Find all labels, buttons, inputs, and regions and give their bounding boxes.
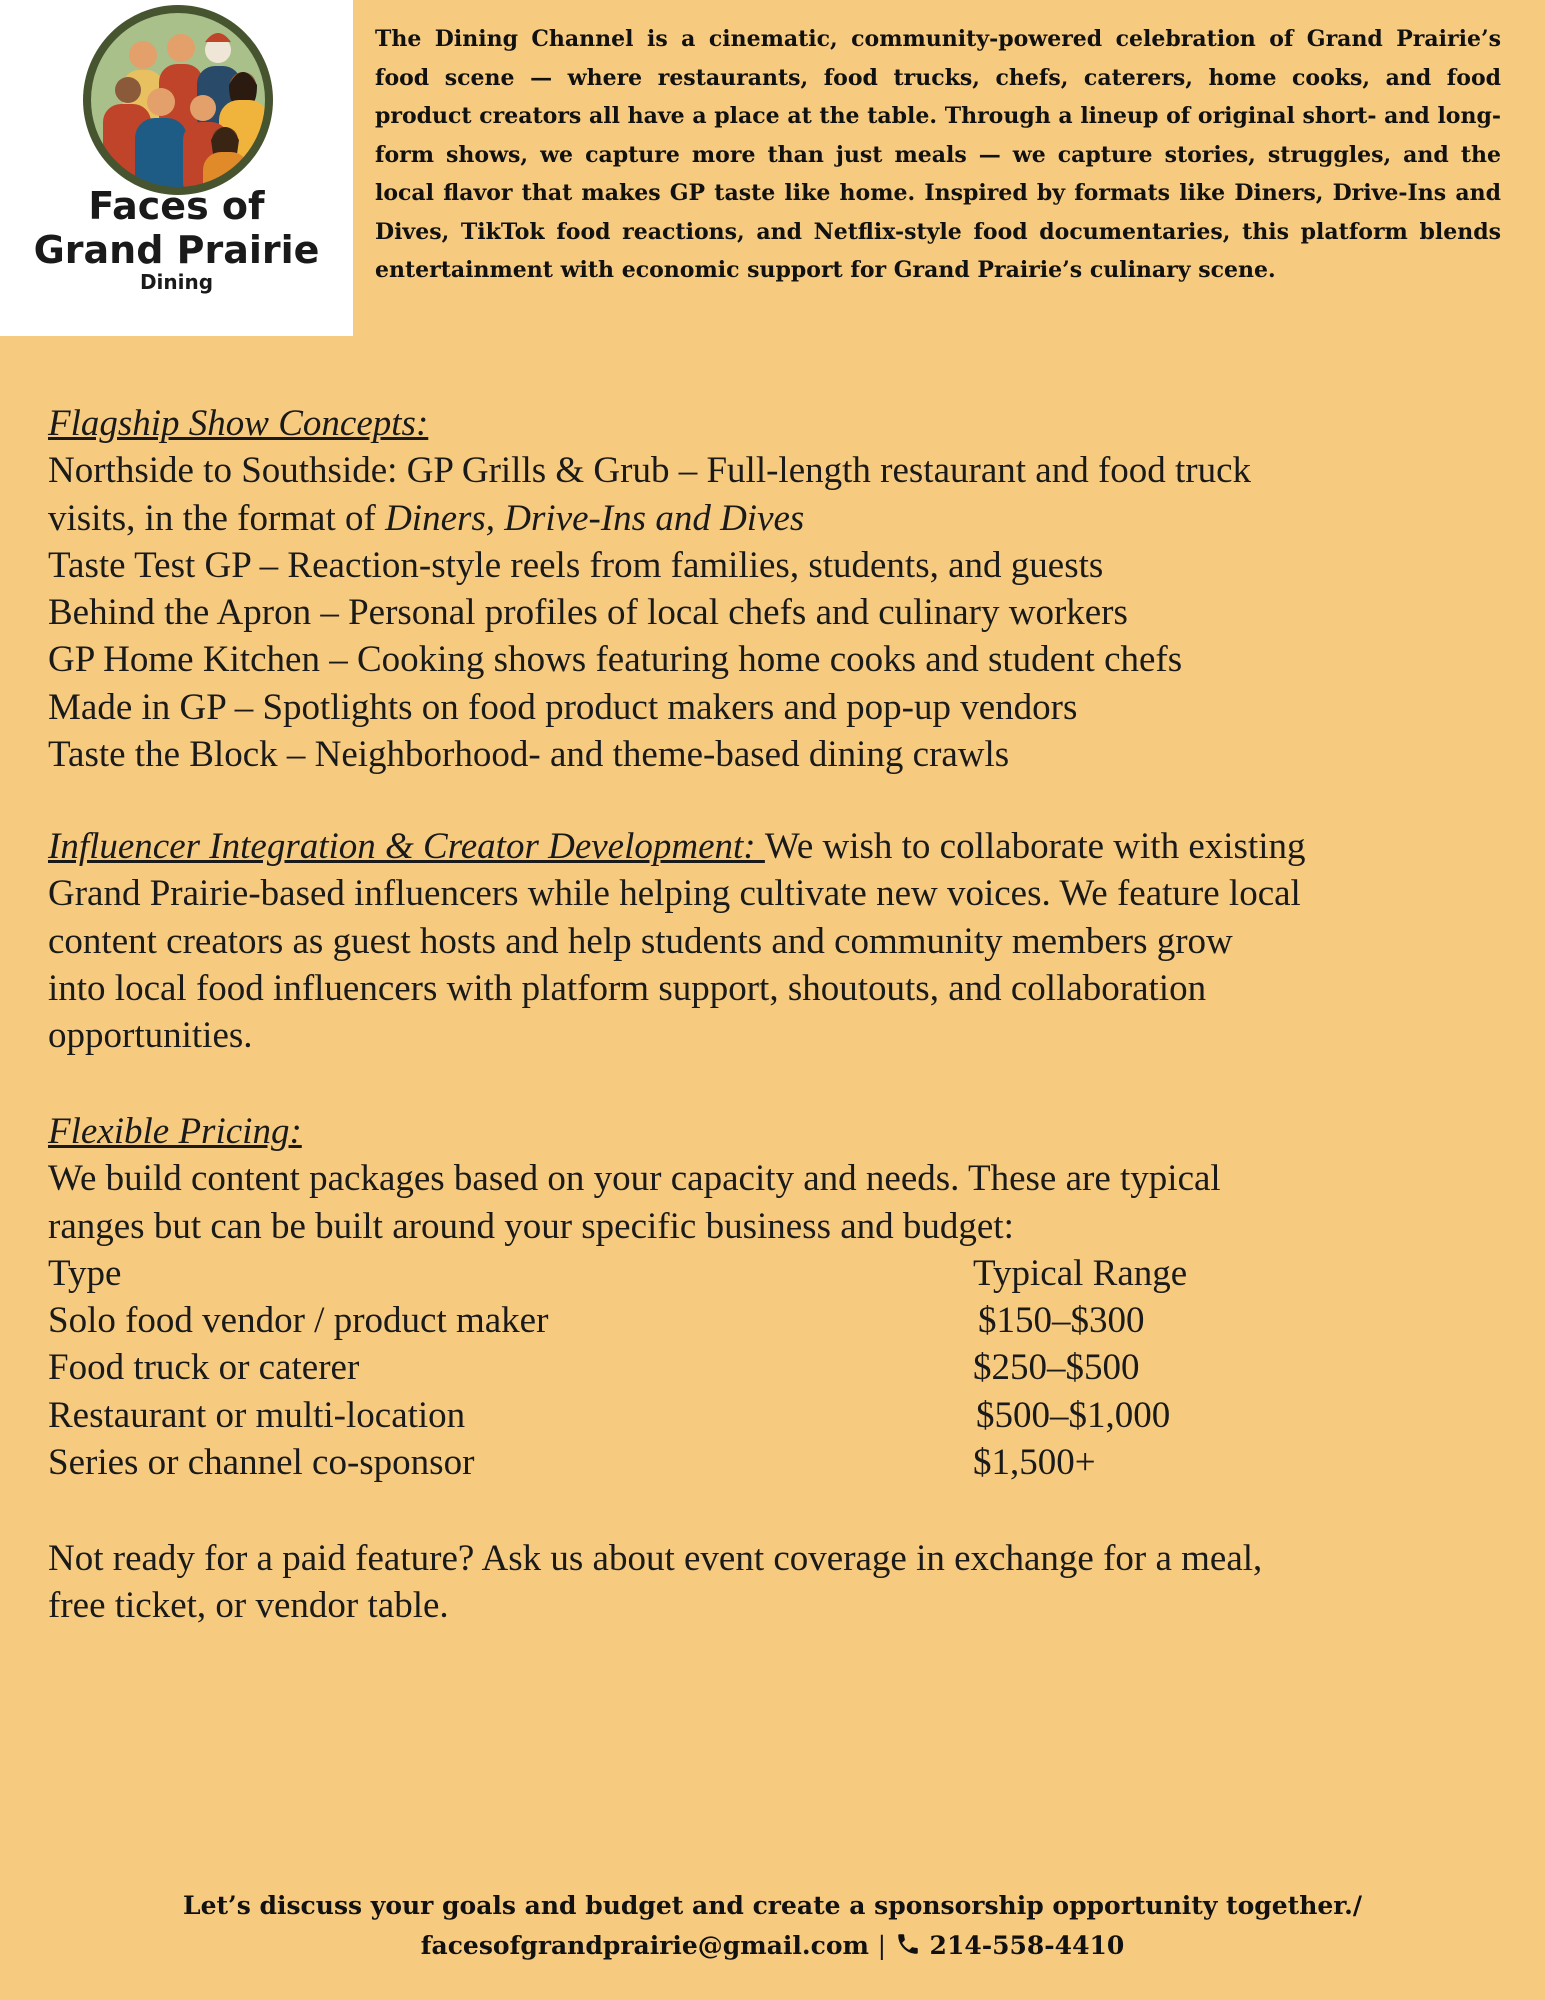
flagship-item: Taste Test GP – Reaction-style reels from families, students, and guests [48,544,1104,586]
logo-title: Faces of Grand Prairie [33,184,320,272]
pricing-section: Flexible Pricing: We build content packages based on your capacity and needs. These are typical ranges but can be built around your specific business and budget: Type Typical Range Solo food vendor / product maker $150–$300 Food truck or caterer $250–$500 Restaurant or multi-location $500–$1,000 Series or channel co-sponsor $1,500+ [48,1108,1538,1486]
table-row: Solo food vendor / product maker $150–$300 [48,1300,1145,1342]
table-row: Series or channel co-sponsor $1,500+ [48,1442,1096,1484]
flagship-item: Taste the Block – Neighborhood- and theme-based dining crawls [48,734,1010,776]
flagship-item: Northside to Southside: GP Grills & Grub – Full-length restaurant and food truck [48,450,1252,492]
flagship-item: Behind the Apron – Personal profiles of local chefs and culinary workers [48,592,1128,634]
influencer-heading: Influencer Integration & Creator Development: [48,826,765,867]
table-row: Food truck or caterer $250–$500 [48,1347,1140,1389]
flagship-heading: Flagship Show Concepts: [48,403,429,444]
barter-note: Not ready for a paid feature? Ask us about event coverage in exchange for a meal, free ticket, or vendor table. [48,1538,1263,1627]
flagship-item: GP Home Kitchen – Cooking shows featuring home cooks and student chefs [48,639,1183,681]
footer-cta: Let’s discuss your goals and budget and create a sponsorship opportunity together./ [182,1891,1363,1920]
influencer-section: Influencer Integration & Creator Development: We wish to collaborate with existing Grand Prairie-based influencers while helping cultivate new voices. We feature local content creators as guest hosts and help students and community members grow into local food influencers with platform support, shoutouts, and collaboration opportunities. [48,826,1306,1057]
table-row: Restaurant or multi-location $500–$1,000 [48,1394,1171,1436]
flagship-item-continued: visits, in the format of Diners, Drive-Ins and Dives [48,497,805,539]
logo-people-illustration [73,0,283,200]
pricing-table-header [48,1250,1538,1297]
pricing-heading: Flexible Pricing: [48,1111,302,1152]
logo-subtitle: Dining [139,270,214,294]
intro-paragraph: The Dining Channel is a cinematic, community-powered celebration of Grand Prairie’s food scene — where restaurants, food trucks, chefs, caterers, home cooks, and food product creators all have a place at the table. Through a lineup of original short- and long-form shows, we capture more than just meals — we capture stories, struggles, and the local flavor that makes GP taste like home. Inspired by formats like Diners, Drive-Ins and Dives, TikTok food reactions, and Netflix-style food documentaries, this platform blends entertainment with economic support for Grand Prairie’s culinary scene. [375,26,1501,283]
email-link[interactable]: facesofgrandprairie@gmail.com [420,1931,869,1960]
flagship-section [48,400,1538,778]
phone-icon [895,1931,921,1957]
separator: | [877,1931,887,1960]
column-header-type: Type [48,1252,122,1294]
logo [0,0,353,336]
footer-contact [0,1886,1545,1966]
flagship-item: Made in GP – Spotlights on food product makers and pop-up vendors [48,686,1078,728]
column-header-range: Typical Range [973,1252,1188,1294]
phone-link[interactable]: 214-558-4410 [929,1931,1125,1960]
